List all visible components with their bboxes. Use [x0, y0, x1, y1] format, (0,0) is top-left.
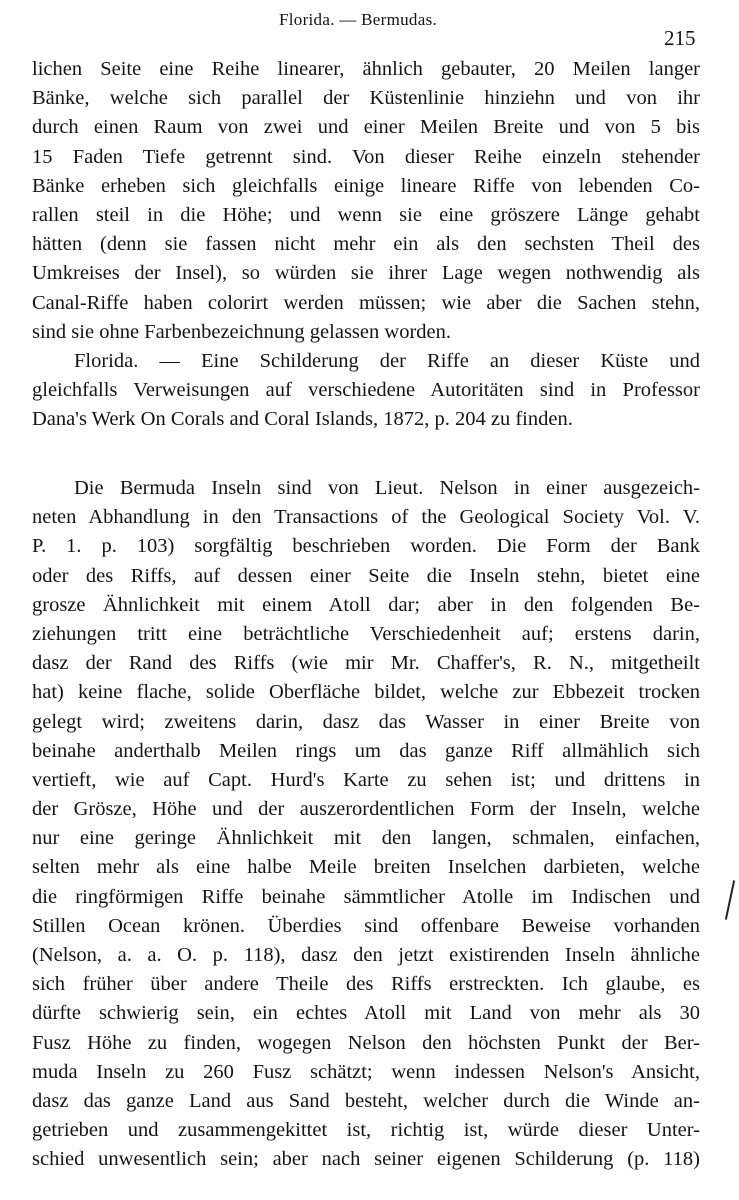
text-line: P. 1. p. 103) sorgfältig beschrieben worden. Die Form der Bank [32, 535, 700, 558]
text-line: selten mehr als eine halbe Meile breiten Inselchen darbieten, welche [32, 856, 700, 879]
text-line: hat) keine flache, solide Oberfläche bildet, welche zur Ebbezeit trocken [32, 681, 700, 704]
text-line: beinahe anderthalb Meilen rings um das ganze Riff allmählich sich [32, 739, 700, 762]
text-line: Fusz Höhe zu finden, wogegen Nelson den höchsten Punkt der Ber- [32, 1031, 700, 1054]
text-line-florida: Florida. — Eine Schilderung der Riffe an dieser Küste und [74, 349, 700, 372]
text-line: getrieben und zusammengekittet ist, richtig ist, würde dieser Unter- [32, 1119, 700, 1142]
text-line: neten Abhandlung in den Transactions of the Geological Society Vol. V. [32, 506, 700, 529]
margin-mark [725, 880, 735, 920]
text-line: lichen Seite eine Reihe linearer, ähnlich gebauter, 20 Meilen langer [32, 58, 700, 80]
text-line: der Grösze, Höhe und der auszerordentlichen Form der Inseln, welche [32, 798, 700, 821]
text-line: dürfte schwierig sein, ein echtes Atoll mit Land von mehr als 30 [32, 1002, 700, 1025]
text-line: gelegt wird; zweitens darin, dasz das Wasser in einer Breite von [32, 710, 700, 733]
page-number: 215 [664, 26, 696, 50]
text-line: Canal-Riffe haben colorirt werden müssen; wie aber die Sachen stehn, [32, 291, 700, 314]
text-line: schied unwesentlich sein; aber nach seiner eigenen Schilderung (p. 118) [32, 1148, 700, 1171]
text-line: Stillen Ocean krönen. Überdies sind offenbare Beweise vorhanden [32, 914, 700, 937]
text-line: ziehungen tritt eine beträchtliche Verschiedenheit auf; erstens darin, [32, 622, 700, 645]
text-line: hätten (denn sie fassen nicht mehr ein als den sechsten Theil des [32, 233, 700, 256]
text-line: dasz das ganze Land aus Sand besteht, welcher durch die Winde an- [32, 1089, 700, 1112]
text-line: gleichfalls Verweisungen auf verschiedene Autoritäten sind in Professor [32, 379, 700, 402]
text-line: Dana's Werk On Corals and Coral Islands, 1872, p. 204 zu finden. [32, 408, 573, 431]
text-line: sind sie ohne Farbenbezeichnung gelassen worden. [32, 320, 451, 343]
paragraph-continued [32, 55, 700, 434]
text-line: grosze Ähnlichkeit mit einem Atoll dar; aber in den folgenden Be- [32, 593, 700, 616]
text-line: dasz der Rand des Riffs (wie mir Mr. Chaffer's, R. N., mitgetheilt [32, 652, 700, 675]
text-line: (Nelson, a. a. O. p. 118), dasz den jetzt existirenden Inseln ähnliche [32, 944, 700, 966]
text-line: durch einen Raum von zwei und einer Meilen Breite und von 5 bis [32, 116, 700, 139]
text-line: nur eine geringe Ähnlichkeit mit den langen, schmalen, einfachen, [32, 827, 700, 850]
page-header [0, 0, 739, 60]
text-line: die ringförmigen Riffe beinahe sämmtlicher Atolle im Indischen und [32, 885, 700, 908]
text-line: muda Inseln zu 260 Fusz schätzt; wenn indessen Nelson's Ansicht, [32, 1060, 700, 1083]
text-line: Umkreises der Insel), so würden sie ihrer Lage wegen nothwendig als [32, 262, 700, 285]
text-line: rallen steil in die Höhe; und wenn sie eine gröszere Länge gehabt [32, 203, 700, 226]
text-line: Bänke erheben sich gleichfalls einige lineare Riffe von lebenden Co- [32, 174, 700, 197]
text-line: Bänke, welche sich parallel der Küstenlinie hinziehn und von ihr [32, 87, 700, 110]
text-line: sich früher über andere Theile des Riffs erstreckten. Ich glaube, es [32, 973, 700, 996]
paragraph-bermuda [32, 474, 700, 1175]
running-head: Florida. — Bermudas. [279, 10, 438, 29]
text-line: oder des Riffs, auf dessen einer Seite die Inseln stehn, bietet eine [32, 564, 700, 587]
text-line: 15 Faden Tiefe getrennt sind. Von dieser Reihe einzeln stehender [32, 145, 700, 168]
text-line-bermuda: Die Bermuda Inseln sind von Lieut. Nelson in einer ausgezeich- [74, 477, 700, 499]
text-line: vertieft, wie auf Capt. Hurd's Karte zu sehen ist; und drittens in [32, 768, 700, 791]
